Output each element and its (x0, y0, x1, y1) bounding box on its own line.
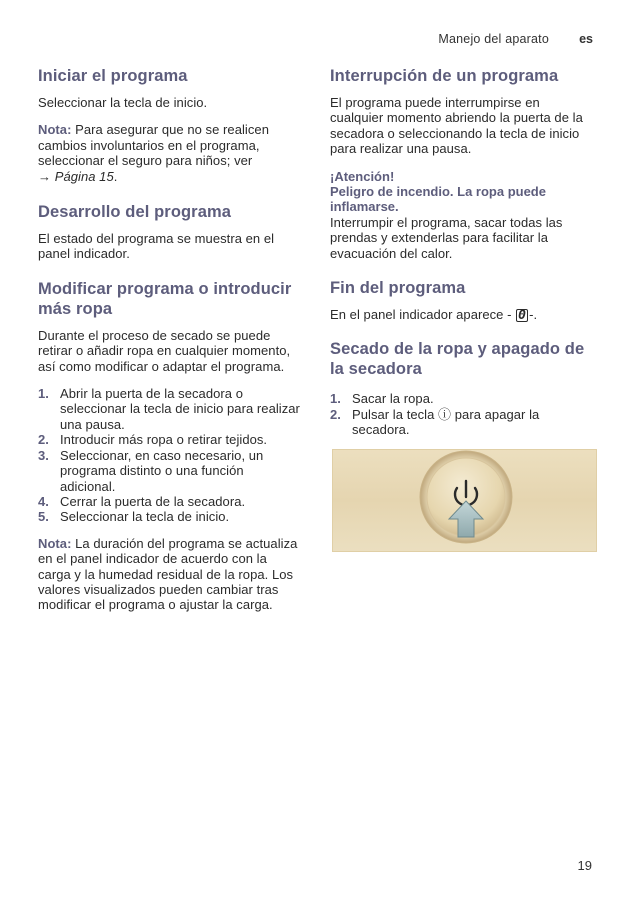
start-program-heading: Iniciar el programa (38, 67, 188, 85)
modify-program-note (38, 536, 300, 613)
header-section-title: Manejo del aparato (438, 32, 549, 46)
modify-program-heading: Modificar programa o introducir más ropa (38, 279, 292, 318)
step-number: 2. (330, 406, 341, 422)
list-item (38, 494, 300, 509)
modify-steps-list (38, 386, 300, 525)
step-text: Seleccionar, en caso necesario, un programa distinto o una función adicional. (60, 447, 264, 494)
warning-block (330, 169, 592, 261)
step-text: Abrir la puerta de la secadora o seleccionar la tecla de inicio para realizar una pausa. (60, 386, 300, 432)
header-language-code: es (579, 32, 593, 46)
warning-label: ¡Atención! (330, 168, 395, 184)
interrupt-program-body: El programa puede interrumpirse en cualquier momento abriendo la puerta de la secadora o seleccionando la tecla de inicio para realizar una pausa. (330, 95, 583, 157)
page-header (0, 32, 638, 52)
left-column (38, 66, 300, 613)
step-number: 1. (330, 391, 341, 407)
list-item (38, 386, 300, 432)
step-number: 4. (38, 493, 49, 509)
step-text: Pulsar la tecla ⓘ para apagar la secadora. (352, 406, 540, 438)
right-column (330, 66, 592, 438)
step-text: Sacar la ropa. (352, 391, 434, 407)
list-item (330, 407, 592, 438)
end-body-pre: En el panel indicador aparece - (330, 307, 512, 323)
arrow-right-icon: → (38, 168, 52, 184)
warning-body: Interrumpir el programa, sacar todas las prendas y extenderlas para facilitar la evacuación del calor. (330, 214, 563, 261)
step-number: 3. (38, 447, 49, 463)
program-progress-heading: Desarrollo del programa (38, 203, 232, 222)
program-end-heading: Fin del programa (330, 279, 466, 298)
list-item (38, 432, 300, 447)
power-button-icon (332, 449, 597, 552)
start-program-body: Seleccionar la tecla de inicio. (38, 95, 208, 110)
note-label: Nota: (38, 535, 72, 551)
dry-off-heading: Secado de la ropa y apagado de la secadora (330, 340, 585, 379)
interrupt-program-heading: Interrupción de un programa (330, 67, 559, 85)
program-end-body (330, 307, 592, 322)
list-item (330, 391, 592, 406)
dry-off-steps-list (330, 391, 592, 437)
note-end: . (113, 168, 118, 184)
power-button-illustration (332, 449, 597, 552)
page-reference-link[interactable]: Página 15 (54, 168, 114, 184)
note-text: Para asegurar que no se realicen cambios involuntarios en el programa, seleccionar el seguro para niños; ver (38, 122, 269, 169)
warning-subtitle: Peligro de incendio. La ropa puede inflamarse. (330, 184, 546, 215)
step-number: 5. (38, 509, 49, 525)
step-number: 2. (38, 432, 49, 448)
list-item (38, 509, 300, 524)
note-label: Nota: (38, 122, 72, 138)
step-text: Introducir más ropa o retirar tejidos. (60, 432, 268, 448)
step-text: Cerrar la puerta de la secadora. (60, 493, 246, 509)
step-text: Seleccionar la tecla de inicio. (60, 509, 230, 525)
step-number: 1. (38, 386, 49, 402)
end-display-glyph: 0 (518, 308, 527, 324)
end-body-post: -. (529, 307, 538, 323)
note-text: La duración del programa se actualiza en el panel indicador de acuerdo con la carga y la humedad residual de la ropa. Los valores visualizados pueden cambiar tras modificar el programa o ajustar la carga. (38, 535, 298, 613)
page-number: 19 (577, 858, 592, 873)
program-progress-body: El estado del programa se muestra en el panel indicador. (38, 231, 275, 262)
list-item (38, 448, 300, 494)
start-program-note (38, 122, 300, 184)
modify-program-body: Durante el proceso de secado se puede retirar o añadir ropa en cualquier momento, así como modificar o adaptar el programa. (38, 327, 291, 374)
